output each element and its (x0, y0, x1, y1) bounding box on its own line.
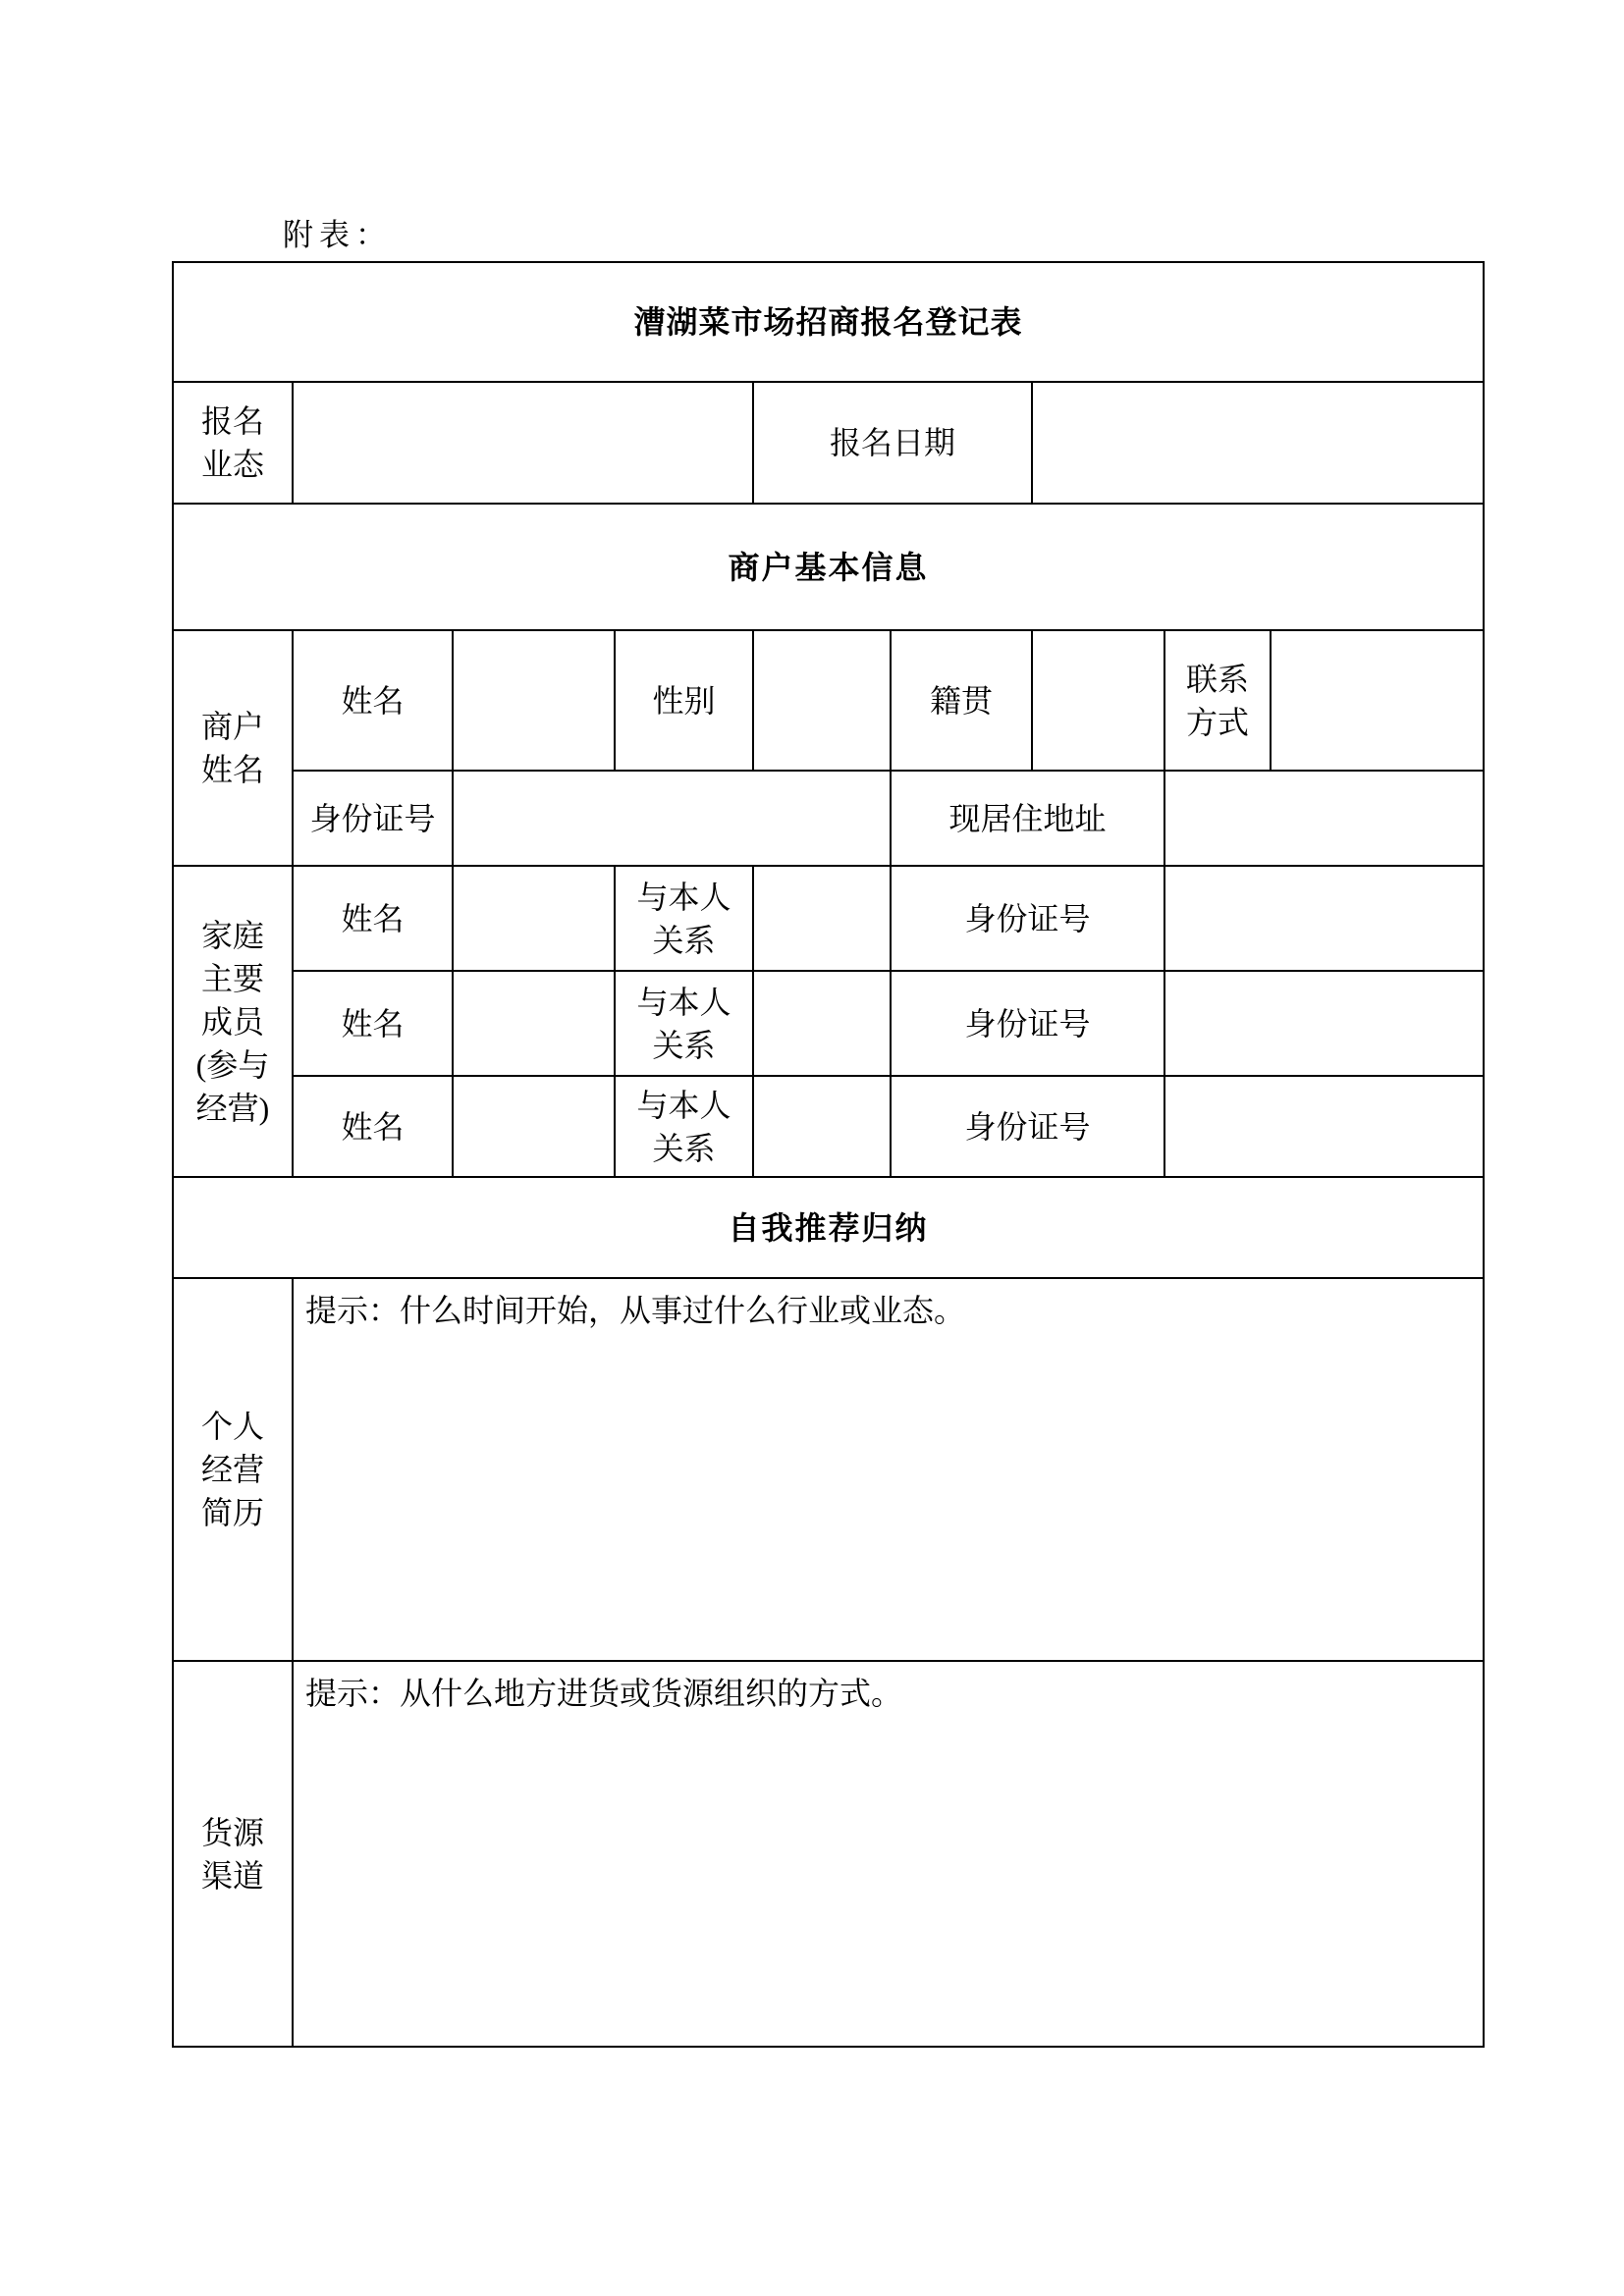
family-member-row (173, 1076, 1484, 1177)
merchant-name-group-label: 商户 姓名 (173, 630, 293, 866)
family-id-label: 身份证号 (891, 866, 1164, 971)
supply-input-area[interactable] (293, 1661, 1484, 2047)
family-name-label: 姓名 (293, 1076, 453, 1177)
family-id-input-cell[interactable] (1164, 866, 1484, 971)
merchant-name-input-cell[interactable] (453, 630, 615, 771)
family-id-input-cell[interactable] (1164, 971, 1484, 1076)
family-relation-label: 与本人 关系 (615, 1076, 753, 1177)
merchant-origin-label: 籍贯 (891, 630, 1032, 771)
family-relation-input-cell[interactable] (753, 971, 891, 1076)
apply-date-label: 报名日期 (753, 382, 1032, 504)
supply-group-label: 货源 渠道 (173, 1661, 293, 2047)
merchant-origin-input-cell[interactable] (1032, 630, 1164, 771)
form-title: 漕湖菜市场招商报名登记表 (173, 262, 1484, 382)
supply-hint: 提示：从什么地方进货或货源组织的方式。 (305, 1676, 903, 1711)
family-relation-input-cell[interactable] (753, 866, 891, 971)
family-name-label: 姓名 (293, 866, 453, 971)
family-id-label: 身份证号 (891, 971, 1164, 1076)
merchant-address-input-cell[interactable] (1164, 771, 1484, 866)
merchant-gender-input-cell[interactable] (753, 630, 891, 771)
apply-type-label: 报名 业态 (173, 382, 293, 504)
family-relation-label: 与本人 关系 (615, 971, 753, 1076)
family-member-row (173, 866, 1484, 971)
merchant-contact-label: 联系 方式 (1164, 630, 1271, 771)
merchant-id-label: 身份证号 (293, 771, 453, 866)
apply-type-input-cell[interactable] (293, 382, 753, 504)
family-id-label: 身份证号 (891, 1076, 1164, 1177)
experience-input-area[interactable] (293, 1278, 1484, 1661)
family-member-row (173, 971, 1484, 1076)
family-members-group-label: 家庭 主要 成员 (参与 经营) (173, 866, 293, 1177)
family-name-input-cell[interactable] (453, 866, 615, 971)
family-name-input-cell[interactable] (453, 1076, 615, 1177)
attachment-note: 附表： (283, 218, 392, 252)
experience-hint: 提示：什么时间开始，从事过什么行业或业态。 (305, 1293, 966, 1328)
family-id-input-cell[interactable] (1164, 1076, 1484, 1177)
merchant-gender-label: 性别 (615, 630, 753, 771)
section-basic-info: 商户基本信息 (173, 504, 1484, 630)
experience-group-label: 个人 经营 简历 (173, 1278, 293, 1661)
merchant-id-input-cell[interactable] (453, 771, 891, 866)
family-name-input-cell[interactable] (453, 971, 615, 1076)
apply-date-input-cell[interactable] (1032, 382, 1484, 504)
family-relation-label: 与本人 关系 (615, 866, 753, 971)
family-relation-input-cell[interactable] (753, 1076, 891, 1177)
family-name-label: 姓名 (293, 971, 453, 1076)
section-self-recommendation: 自我推荐归纳 (173, 1177, 1484, 1278)
merchant-address-label: 现居住地址 (891, 771, 1164, 866)
merchant-name-label: 姓名 (293, 630, 453, 771)
merchant-contact-input-cell[interactable] (1271, 630, 1484, 771)
registration-form-table (172, 261, 1485, 2048)
